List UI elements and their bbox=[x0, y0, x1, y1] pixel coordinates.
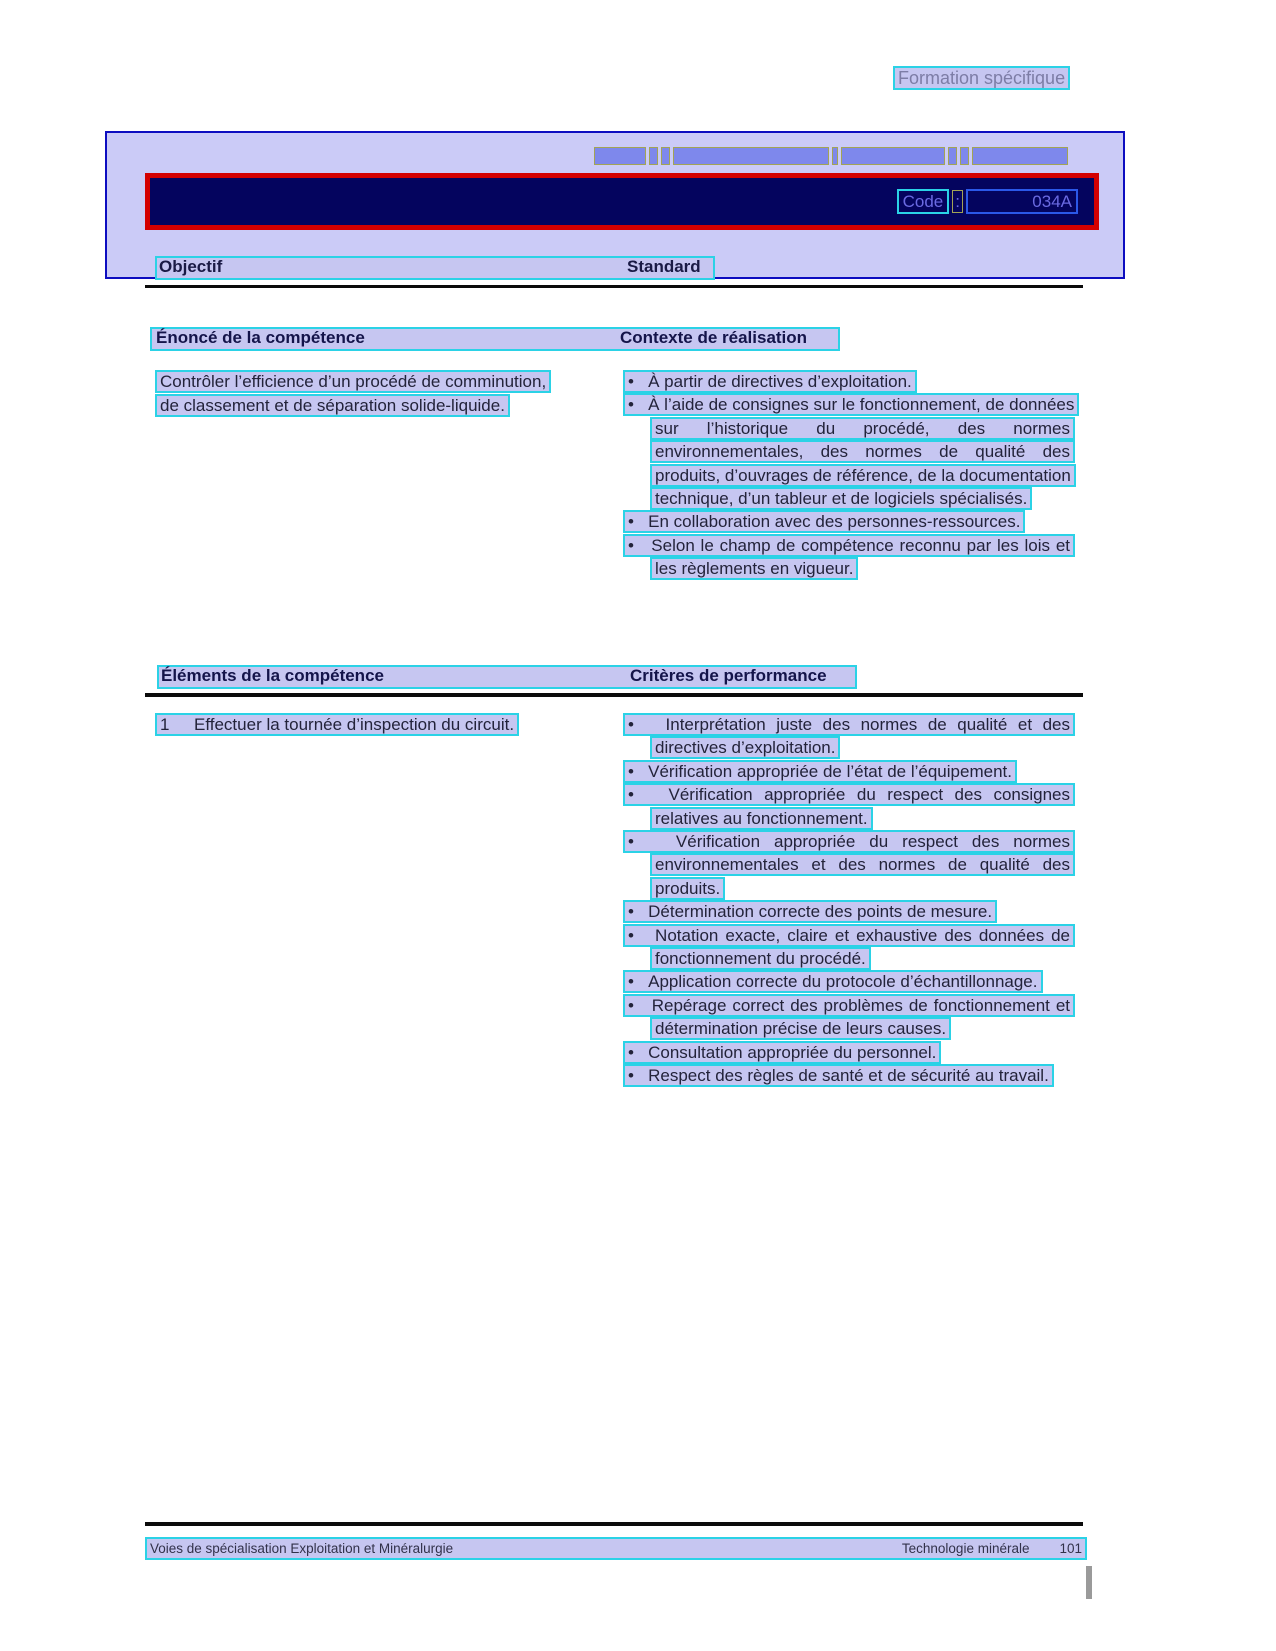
footer-line bbox=[145, 1522, 1083, 1526]
list-item: • Détermination correcte des points de mesure. bbox=[623, 900, 1075, 923]
redacted-title-bar bbox=[972, 147, 1068, 165]
divider-line bbox=[145, 285, 1083, 288]
list-item: • Application correcte du protocole d’échantillonnage. bbox=[623, 970, 1075, 993]
element-text: Effectuer la tournée d’inspection du circuit. bbox=[194, 715, 515, 734]
list-item: • Repérage correct des problèmes de fonctionnement et détermination précise de leurs causes. bbox=[623, 994, 1075, 1041]
code-value-field: 034A bbox=[966, 189, 1078, 214]
list-item: • À partir de directives d’exploitation. bbox=[623, 370, 1075, 393]
contexte-list bbox=[623, 370, 1075, 581]
redacted-title-bar bbox=[673, 147, 829, 165]
list-item: • Vérification appropriée du respect des normes environnementales et des normes de qualité des produits. bbox=[623, 830, 1075, 900]
list-item: • À l’aide de consignes sur le fonctionnement, de données sur l’historique du procédé, des normes environnementales, des normes de qualité des produits, d’ouvrages de référence, de la documentation technique, d’un tableur et de logiciels spécialisés. bbox=[623, 393, 1075, 510]
redacted-title-bar bbox=[649, 147, 658, 165]
element-number: 1 bbox=[160, 715, 170, 734]
redacted-title-bar bbox=[832, 147, 838, 165]
list-item: • Vérification appropriée du respect des consignes relatives au fonctionnement. bbox=[623, 783, 1075, 830]
redacted-title-bar bbox=[661, 147, 670, 165]
code-separator: : bbox=[952, 190, 963, 213]
running-head bbox=[893, 68, 1070, 89]
competence-title-box bbox=[145, 173, 1099, 230]
redacted-title-bar bbox=[948, 147, 957, 165]
list-item: • Vérification appropriée de l’état de l’équipement. bbox=[623, 760, 1075, 783]
competence-header-row bbox=[150, 327, 840, 351]
elements-header-row bbox=[157, 665, 857, 689]
footer-program: Technologie minérale bbox=[901, 1541, 1030, 1556]
code-label: Code bbox=[897, 189, 950, 214]
elements-title: Éléments de la compétence bbox=[161, 666, 384, 685]
list-item: • Consultation appropriée du personnel. bbox=[623, 1041, 1075, 1064]
objectif-label: Objectif bbox=[159, 257, 223, 276]
standard-label: Standard bbox=[627, 257, 701, 276]
redacted-title-row bbox=[594, 147, 1068, 165]
running-head-label: Formation spécifique bbox=[893, 66, 1070, 90]
objectif-standard-row bbox=[155, 256, 715, 280]
code-field-group bbox=[897, 189, 1078, 214]
enonce-title: Énoncé de la compétence bbox=[156, 328, 365, 347]
criteres-list bbox=[623, 713, 1075, 1088]
divider-line bbox=[145, 693, 1083, 697]
list-item: • Respect des règles de santé et de sécurité au travail. bbox=[623, 1064, 1075, 1087]
list-item: • Interprétation juste des normes de qualité et des directives d’exploitation. bbox=[623, 713, 1075, 760]
list-item: • Selon le champ de compétence reconnu par les lois et les règlements en vigueur. bbox=[623, 534, 1075, 581]
element-item bbox=[155, 713, 567, 737]
gray-marker-bar bbox=[1086, 1566, 1092, 1599]
footer-page-number: 101 bbox=[1059, 1541, 1082, 1556]
list-item: • Notation exacte, claire et exhaustive des données de fonctionnement du procédé. bbox=[623, 924, 1075, 971]
footer-left-text: Voies de spécialisation Exploitation et Minéralurgie bbox=[150, 1541, 454, 1556]
redacted-title-bar bbox=[594, 147, 646, 165]
list-item: • En collaboration avec des personnes-ressources. bbox=[623, 510, 1075, 533]
competence-statement: Contrôler l’efficience d’un procédé de comminution, de classement et de séparation solide-liquide. bbox=[155, 370, 567, 417]
redacted-title-bar bbox=[841, 147, 945, 165]
redacted-title-bar bbox=[960, 147, 969, 165]
footer bbox=[145, 1537, 1087, 1560]
criteres-title: Critères de performance bbox=[630, 666, 827, 685]
contexte-title: Contexte de réalisation bbox=[620, 328, 808, 347]
